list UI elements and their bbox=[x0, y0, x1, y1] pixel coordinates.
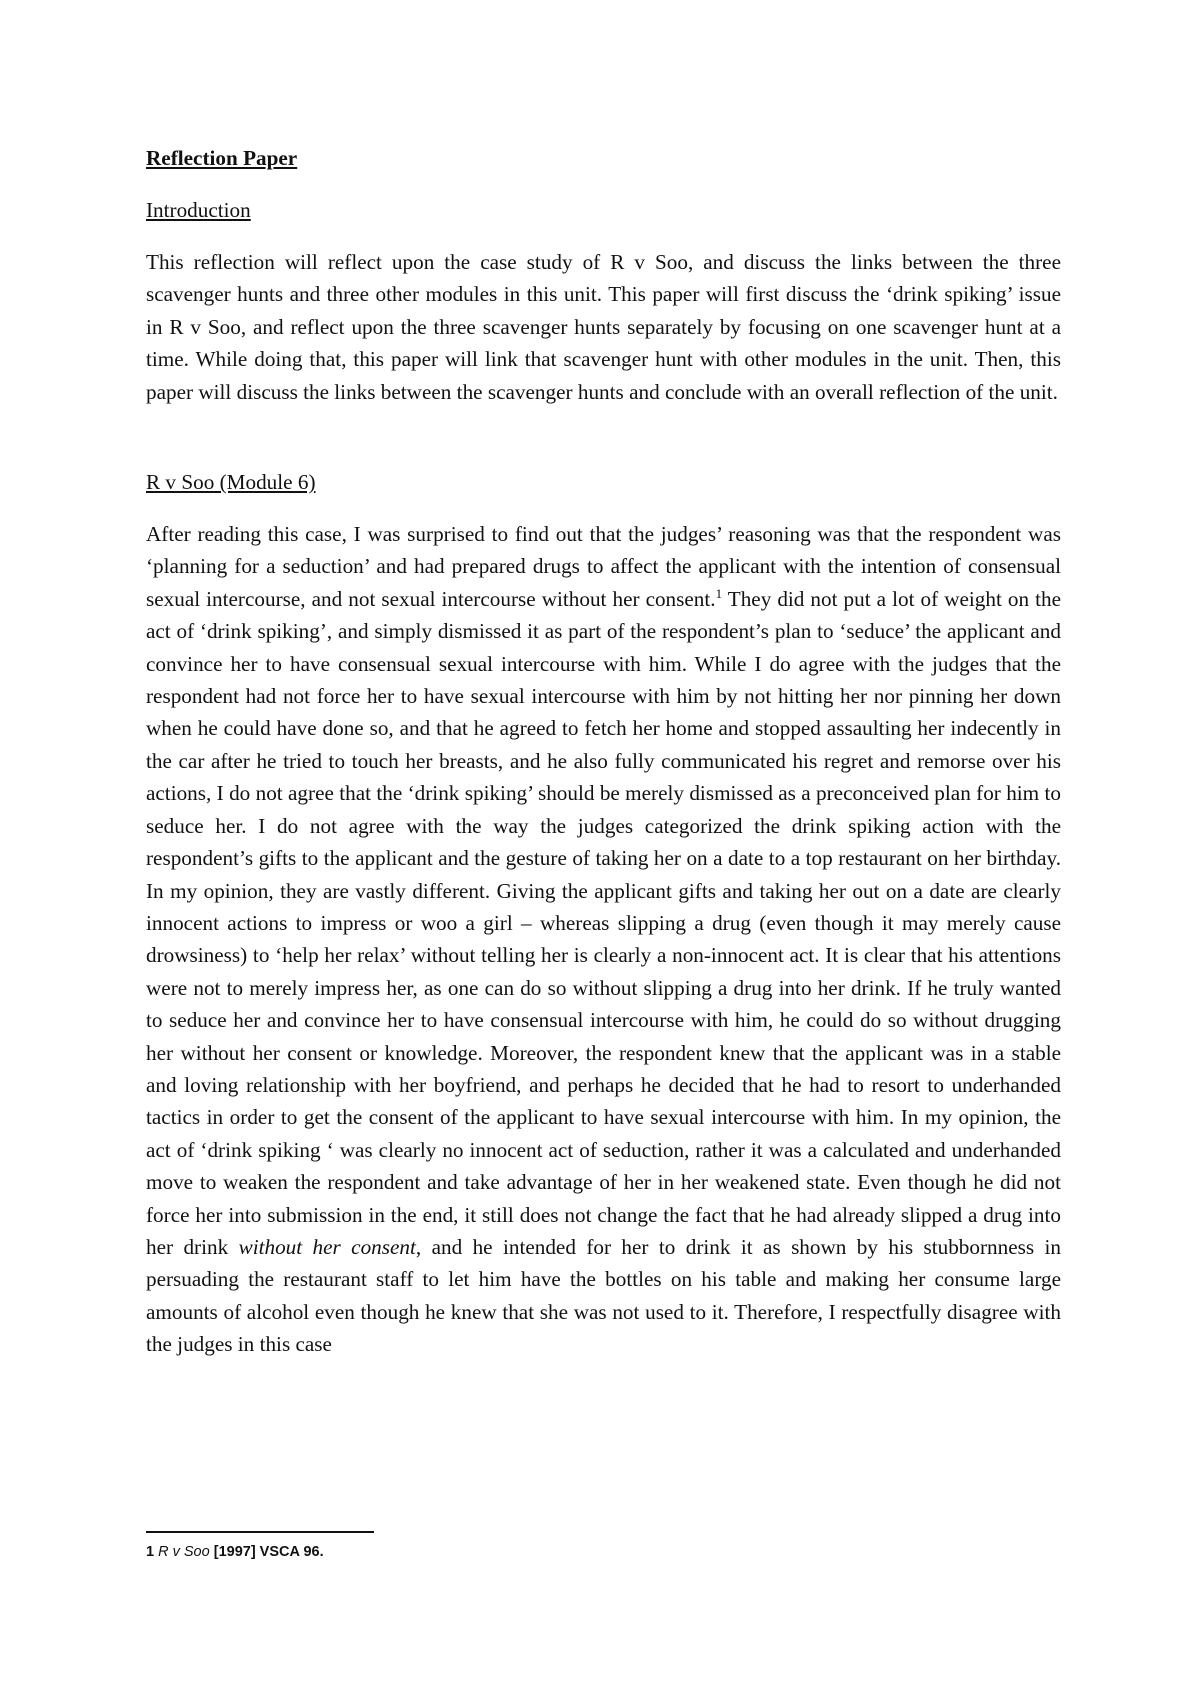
r-v-soo-text-part1: After reading this case, I was surprised to find out that the judges’ reasoning was that the respondent was ‘planning for a seduction’ and had prepared drugs to affect the applicant with the intention of consensual sexual intercourse, and not sexual intercourse without her consent. bbox=[146, 522, 1061, 611]
r-v-soo-text-part3: , and he intended for her to drink it as shown by his stubbornness in persuading the restaurant staff to let him have the bottles on his table and making her consume large amounts of alcohol even though he knew that she was not used to it. Therefore, I respectfully disagree with the judges in this case bbox=[146, 1234, 1062, 1357]
document-title: Reflection Paper bbox=[146, 146, 298, 170]
footnote-citation: [1997] VSCA 96. bbox=[213, 1544, 324, 1560]
introduction-paragraph: This reflection will reflect upon the case study of R v Soo, and discuss the links between the three scavenger hunts and three other modules in this unit. This paper will first discuss the ‘drink spiking’ issue in R v Soo, and reflect upon the three scavenger hunts separately by focusing on one scavenger hunt at a time. While doing that, this paper will link that scavenger hunt with other modules in the unit. Then, this paper will discuss the links between the scavenger hunts and conclude with an overall reflection of the unit. bbox=[146, 250, 1061, 404]
r-v-soo-paragraph bbox=[146, 518, 1061, 1361]
r-v-soo-text-part2: They did not put a lot of weight on the act of ‘drink spiking’, and simply dismissed it as part of the respondent’s plan to ‘seduce’ the applicant and convince her to have consensual sexual intercourse with him. While I do agree with the judges that the respondent had not force her to have sexual intercourse with him by not hitting her nor pinning her down when he could have done so, and that he agreed to fetch her home and stopped assaulting her indecently in the car after he tried to touch her breasts, and he also fully communicated his regret and remorse over his actions, I do not agree that the ‘drink spiking’ should be merely dismissed as a preconceived plan for him to seduce her. I do not agree with the way the judges categorized the drink spiking action with the respondent’s gifts to the applicant and the gesture of taking her on a date to a top restaurant on her birthday. In my opinion, they are vastly different. Giving the applicant gifts and taking her out on a date are clearly innocent actions to impress or woo a girl – whereas slipping a drug (even though it may merely cause drowsiness) to ‘help her relax’ without telling her is clearly a non-innocent act. It is clear that his attentions were not to merely impress her, as one can do so without slipping a drug into her drink. If he truly wanted to seduce her and convince her to have consensual intercourse with him, he could do so without drugging her without her consent or knowledge. Moreover, the respondent knew that the applicant was in a stable and loving relationship with her boyfriend, and perhaps he decided that he had to resort to underhanded tactics in order to get the consent of the applicant to have sexual intercourse with him. In my opinion, the act of ‘drink spiking ‘ was clearly no innocent act of seduction, rather it was a calculated and underhanded move to weaken the respondent and take advantage of her in her weakened state. Even though he did not force her into submission in the end, it still does not change the fact that he had already slipped a drug into her drink bbox=[146, 586, 1062, 1259]
r-v-soo-heading: R v Soo (Module 6) bbox=[146, 470, 316, 495]
footnote-case-name: R v Soo bbox=[158, 1544, 210, 1560]
footnote-number: 1 bbox=[146, 1544, 155, 1560]
footnote-reference[interactable]: 1 bbox=[715, 585, 723, 601]
footnote bbox=[146, 1544, 324, 1560]
r-v-soo-emphasis: without her consent bbox=[238, 1234, 416, 1259]
introduction-heading: Introduction bbox=[146, 198, 251, 222]
document-body bbox=[146, 142, 1061, 1361]
footnote-separator bbox=[146, 1531, 374, 1533]
